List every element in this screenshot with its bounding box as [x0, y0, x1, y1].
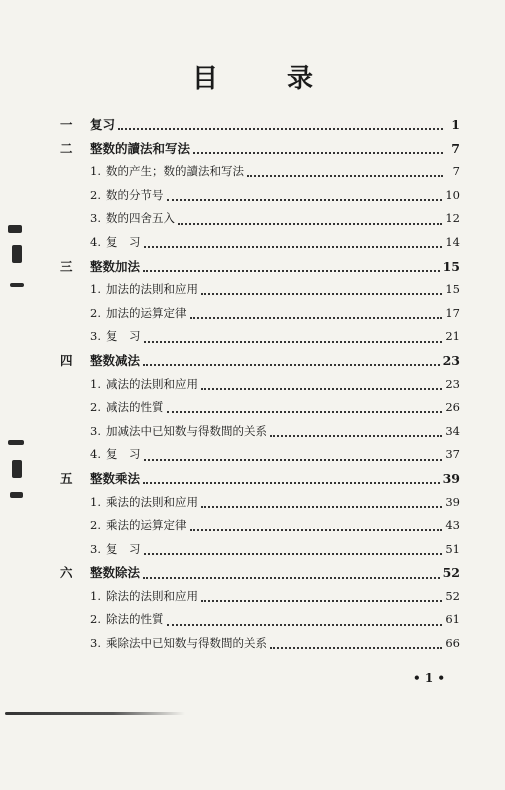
dot-leader: [143, 481, 440, 484]
scan-smudge: [8, 225, 22, 233]
dot-leader: [143, 363, 440, 366]
toc-page-number: 34: [445, 423, 460, 438]
scan-smudge: [12, 460, 22, 478]
toc-section-row: [60, 608, 460, 632]
toc-section-row: [60, 396, 460, 420]
toc-entry-title: 整数的讀法和写法: [90, 140, 191, 156]
toc-entry-title: 数的产生；数的讀法和写法: [106, 164, 244, 179]
toc-section-row: [60, 491, 460, 515]
toc-section-row: [60, 585, 460, 609]
toc-entry-title: 加法的运算定律: [106, 305, 187, 320]
toc-section-row: [60, 278, 460, 302]
toc-entry-number: 四: [60, 352, 73, 368]
toc-section-row: [60, 443, 460, 467]
dot-leader: [118, 127, 443, 130]
toc-entry-number: 一: [60, 117, 73, 132]
toc-entry-title: 加法的法則和应用: [106, 282, 198, 297]
toc-entry-number: 三: [60, 258, 73, 274]
toc-section-row: [60, 325, 460, 349]
scan-bottom-line: [5, 712, 185, 715]
toc-entry-number: 4.: [90, 447, 101, 462]
toc-section-row: [60, 420, 460, 444]
toc-page-number: 7: [452, 164, 460, 179]
dot-leader: [178, 222, 442, 225]
page-title: 目 录: [191, 64, 344, 94]
scan-smudge: [10, 492, 23, 498]
toc-page-number: 23: [442, 352, 460, 368]
toc-page-number: 39: [442, 470, 460, 486]
toc-entry-number: 2.: [90, 400, 101, 415]
dot-leader: [167, 623, 443, 626]
dot-leader: [143, 269, 440, 272]
dot-leader: [270, 434, 442, 437]
dot-leader: [144, 340, 443, 343]
toc-entry-number: 2.: [90, 187, 101, 202]
toc-page-number: 26: [445, 400, 460, 415]
dot-leader: [144, 552, 443, 555]
toc-entry-number: 3.: [90, 329, 101, 344]
dot-leader: [201, 387, 442, 390]
dot-leader: [193, 151, 443, 154]
toc-page-number: 23: [445, 376, 460, 391]
dot-leader: [144, 458, 443, 461]
toc-section-row: [60, 514, 460, 538]
toc-section-row: [60, 184, 460, 208]
toc-section-row: [60, 160, 460, 184]
toc-entry-title: 复 习: [106, 234, 141, 249]
toc-section-row: [60, 632, 460, 656]
toc-entry-number: 2.: [90, 305, 101, 320]
scan-smudge: [12, 245, 22, 263]
toc-page-number: 21: [445, 329, 460, 344]
toc-entry-number: 2.: [90, 518, 101, 533]
toc-page-number: 1: [451, 117, 460, 132]
toc-entry-number: 1.: [90, 494, 101, 509]
toc-entry-title: 复习: [90, 117, 116, 132]
toc-section-row: [60, 207, 460, 231]
toc-entry-title: 整数乘法: [90, 470, 141, 486]
dot-leader: [201, 599, 442, 602]
toc-entry-number: 1.: [90, 282, 101, 297]
toc-entry-number: 2.: [90, 612, 101, 627]
toc-page-number: 43: [445, 518, 460, 533]
toc-entry-title: 乘法的运算定律: [106, 518, 187, 533]
toc-entry-title: 加减法中已知数与得数間的关系: [106, 423, 267, 438]
dot-leader: [190, 316, 443, 319]
toc-entry-number: 1.: [90, 164, 101, 179]
toc-entry-title: 复 习: [106, 329, 141, 344]
toc-entry-title: 复 习: [106, 447, 141, 462]
toc-chapter-row: [60, 561, 460, 585]
toc-page-number: 15: [445, 282, 460, 297]
toc-page-number: 17: [445, 305, 460, 320]
toc-entry-title: 除法的性質: [106, 612, 164, 627]
toc-entry-title: 减法的性質: [106, 400, 164, 415]
toc-entry-title: 乘法的法則和应用: [106, 494, 198, 509]
toc-page-number: 7: [451, 140, 460, 156]
toc-page-number: 37: [445, 447, 460, 462]
toc-chapter-row: [60, 255, 460, 279]
toc-page-number: 52: [442, 565, 460, 581]
toc-entry-title: 整数减法: [90, 352, 141, 368]
toc-entry-number: 3.: [90, 211, 101, 226]
scan-smudge: [10, 283, 24, 287]
toc-page-number: 51: [445, 541, 460, 556]
toc-entry-title: 整数加法: [90, 258, 141, 274]
toc-page-number: 61: [445, 612, 460, 627]
toc-page-number: 12: [445, 211, 460, 226]
toc-entry-number: 4.: [90, 234, 101, 249]
dot-leader: [270, 646, 442, 649]
toc-entry-title: 数的四舍五入: [106, 211, 175, 226]
toc-entry-number: 3.: [90, 636, 101, 651]
toc-entry-title: 复 习: [106, 541, 141, 556]
toc-page-number: 10: [445, 187, 460, 202]
toc-section-row: [60, 373, 460, 397]
dot-leader: [167, 198, 443, 201]
toc-entry-number: 六: [60, 565, 73, 581]
scan-smudge: [8, 440, 24, 445]
toc-entry-title: 整数除法: [90, 565, 141, 581]
table-of-contents: [60, 113, 460, 656]
toc-page-number: 39: [445, 494, 460, 509]
toc-chapter-row: [60, 467, 460, 491]
toc-section-row: [60, 231, 460, 255]
toc-page-number: 15: [442, 258, 460, 274]
toc-entry-number: 3.: [90, 423, 101, 438]
page-number-footer: • 1 •: [412, 671, 446, 685]
dot-leader: [201, 505, 442, 508]
toc-entry-title: 数的分节号: [106, 187, 164, 202]
toc-entry-title: 乘除法中已知数与得数間的关系: [106, 636, 267, 651]
dot-leader: [190, 528, 443, 531]
toc-chapter-row: [60, 137, 460, 161]
toc-entry-number: 五: [60, 470, 73, 486]
toc-entry-title: 减法的法則和应用: [106, 376, 198, 391]
toc-page-number: 14: [445, 234, 460, 249]
dot-leader: [167, 410, 443, 413]
dot-leader: [144, 245, 443, 248]
dot-leader: [247, 174, 443, 177]
dot-leader: [143, 576, 440, 579]
toc-chapter-row: [60, 113, 460, 137]
dot-leader: [201, 292, 442, 295]
toc-section-row: [60, 538, 460, 562]
toc-section-row: [60, 302, 460, 326]
toc-page-number: 66: [445, 636, 460, 651]
toc-entry-title: 除法的法則和应用: [106, 588, 198, 603]
toc-entry-number: 3.: [90, 541, 101, 556]
toc-chapter-row: [60, 349, 460, 373]
toc-entry-number: 二: [60, 140, 73, 156]
toc-page-number: 52: [445, 588, 460, 603]
toc-entry-number: 1.: [90, 588, 101, 603]
toc-entry-number: 1.: [90, 376, 101, 391]
